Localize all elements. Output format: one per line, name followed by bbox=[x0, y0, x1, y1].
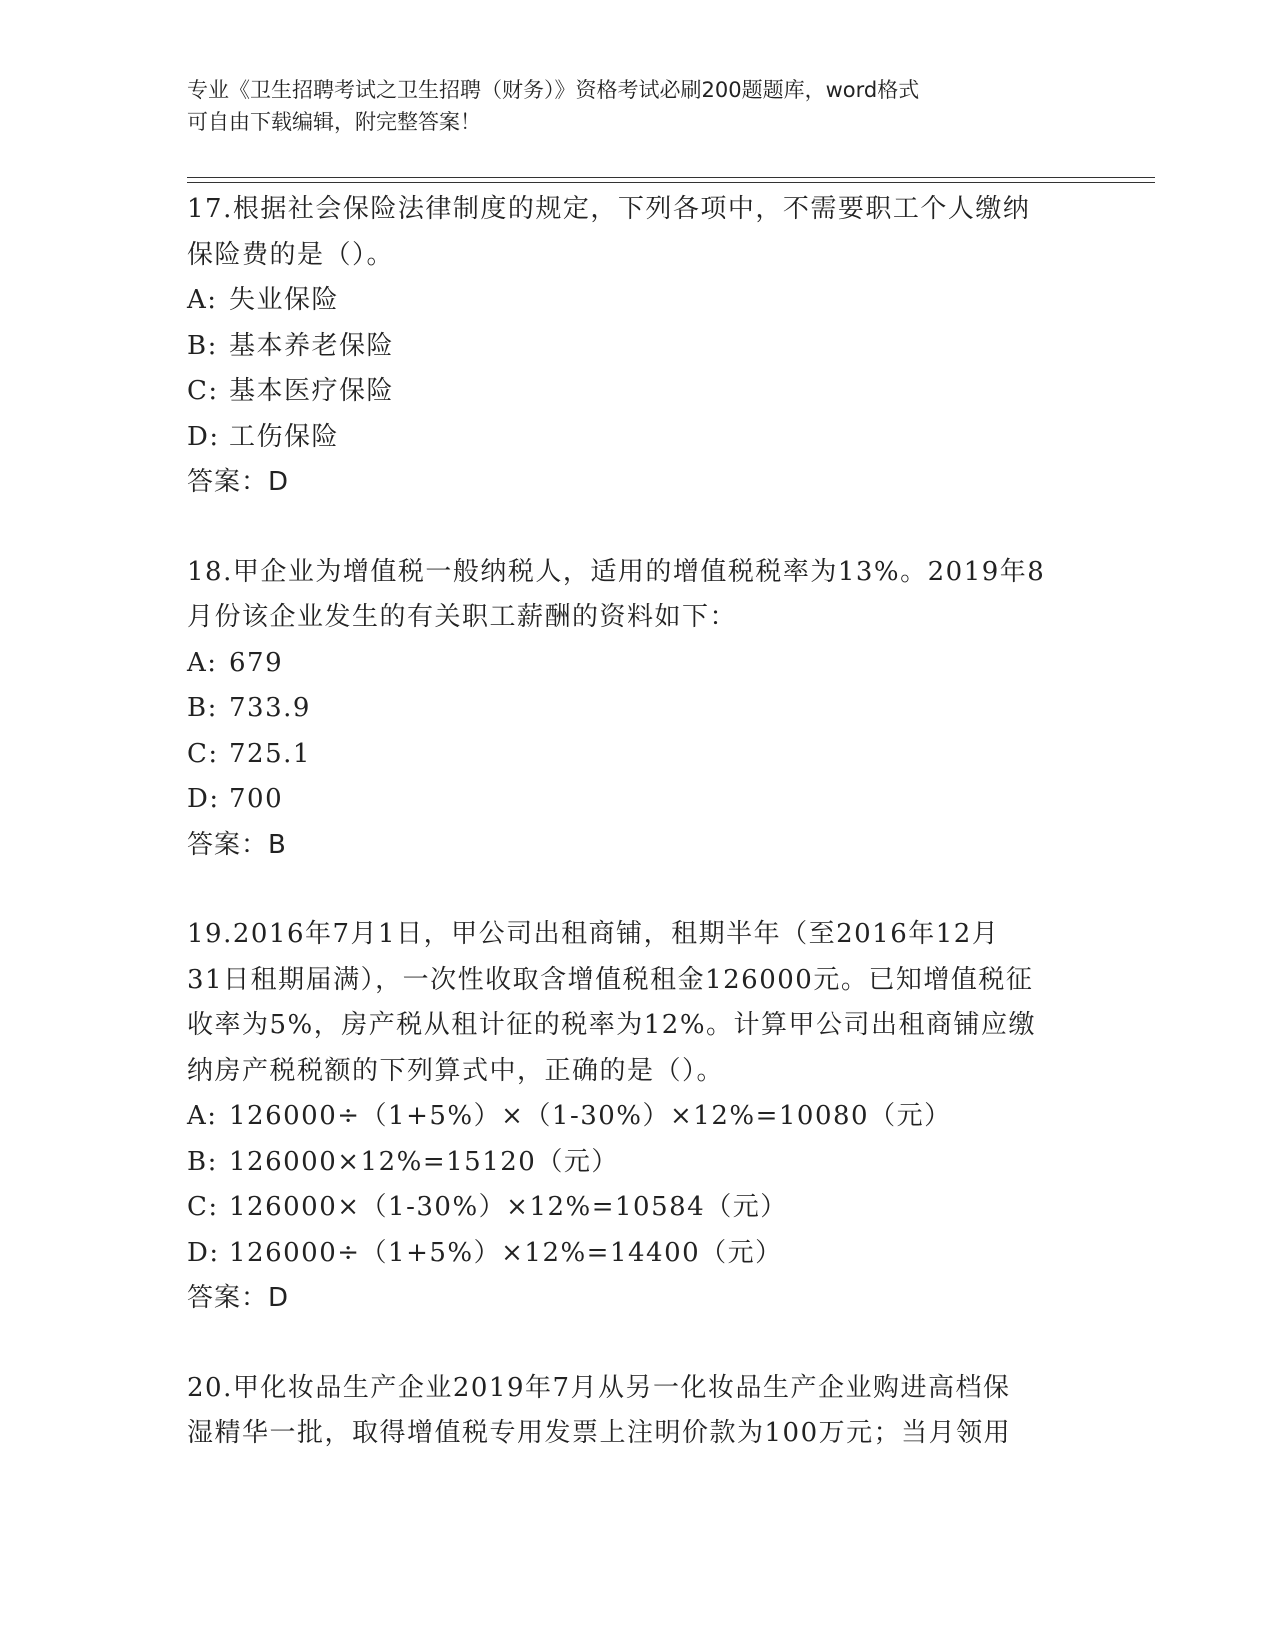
option-key: A: bbox=[187, 1101, 218, 1131]
option-key: C: bbox=[187, 376, 219, 406]
question-text-line: 纳房产税税额的下列算式中，正确的是（）。 bbox=[187, 1055, 725, 1086]
header-line-1: 专业《卫生招聘考试之卫生招聘（财务）》资格考试必刷200题题库，word格式 bbox=[187, 78, 920, 102]
option-key: A: bbox=[187, 285, 218, 315]
answer-text: 答案：B bbox=[187, 829, 287, 860]
option-text: 基本养老保险 bbox=[229, 330, 395, 361]
question-20 bbox=[187, 1366, 1087, 1457]
option-b bbox=[187, 324, 1087, 370]
question-text-line: 18.甲企业为增值税一般纳税人，适用的增值税税率为13%。2019年8 bbox=[187, 556, 1046, 587]
option-b bbox=[187, 1140, 1087, 1186]
option-text: 126000×（1-30%）×12%=10584（元） bbox=[229, 1192, 788, 1222]
question-list bbox=[187, 187, 1087, 1501]
question-18 bbox=[187, 550, 1087, 869]
option-text: 126000÷（1+5%）×（1-30%）×12%=10080（元） bbox=[229, 1101, 952, 1131]
option-key: C: bbox=[187, 1192, 219, 1222]
option-d bbox=[187, 777, 1087, 823]
option-key: D: bbox=[187, 421, 220, 452]
question-text-line: 湿精华一批，取得增值税专用发票上注明价款为100万元；当月领用 bbox=[187, 1418, 1012, 1448]
question-text-line: 19.2016年7月1日，甲公司出租商铺，租期半年（至2016年12月 bbox=[187, 919, 1000, 949]
option-key: B: bbox=[187, 693, 218, 723]
option-key: C: bbox=[187, 738, 219, 769]
question-text-line: 17.根据社会保险法律制度的规定，下列各项中，不需要职工个人缴纳 bbox=[187, 194, 1031, 224]
question-text-line: 收率为5%，房产税从租计征的税率为12%。计算甲公司出租商铺应缴 bbox=[187, 1010, 1037, 1040]
option-c bbox=[187, 732, 1087, 778]
option-key: D: bbox=[187, 784, 220, 814]
option-text: 失业保险 bbox=[229, 285, 340, 315]
option-text: 679 bbox=[229, 647, 284, 678]
header-line-2: 可自由下载编辑，附完整答案！ bbox=[187, 110, 481, 134]
option-text: 725.1 bbox=[229, 738, 311, 769]
option-text: 126000×12%=15120（元） bbox=[229, 1146, 619, 1177]
option-a bbox=[187, 1094, 1087, 1140]
question-text-line: 31日租期届满），一次性收取含增值税租金126000元。已知增值税征 bbox=[187, 964, 1034, 995]
header-divider-top bbox=[187, 177, 1155, 178]
option-c bbox=[187, 1185, 1087, 1231]
question-17 bbox=[187, 187, 1087, 506]
option-d bbox=[187, 415, 1087, 461]
option-text: 700 bbox=[229, 784, 284, 814]
question-text-line: 20.甲化妆品生产企业2019年7月从另一化妆品生产企业购进高档保 bbox=[187, 1372, 1011, 1403]
question-19 bbox=[187, 912, 1087, 1322]
option-key: B: bbox=[187, 1146, 218, 1177]
option-a bbox=[187, 278, 1087, 324]
question-text-line: 月份该企业发生的有关职工薪酬的资料如下： bbox=[187, 602, 738, 632]
option-key: D: bbox=[187, 1237, 220, 1268]
option-key: B: bbox=[187, 330, 218, 361]
option-b bbox=[187, 686, 1087, 732]
option-text: 126000÷（1+5%）×12%=14400（元） bbox=[229, 1237, 783, 1268]
option-key: A: bbox=[187, 647, 218, 678]
option-c bbox=[187, 369, 1087, 415]
option-d bbox=[187, 1231, 1087, 1277]
option-text: 基本医疗保险 bbox=[229, 376, 395, 406]
header-divider-bottom bbox=[187, 182, 1155, 183]
option-text: 工伤保险 bbox=[229, 421, 340, 452]
document-header bbox=[187, 74, 1087, 138]
question-text-line: 保险费的是（）。 bbox=[187, 239, 395, 270]
option-a bbox=[187, 641, 1087, 687]
answer-text: 答案：D bbox=[187, 1283, 290, 1313]
option-text: 733.9 bbox=[229, 693, 311, 723]
answer-text: 答案：D bbox=[187, 467, 290, 497]
